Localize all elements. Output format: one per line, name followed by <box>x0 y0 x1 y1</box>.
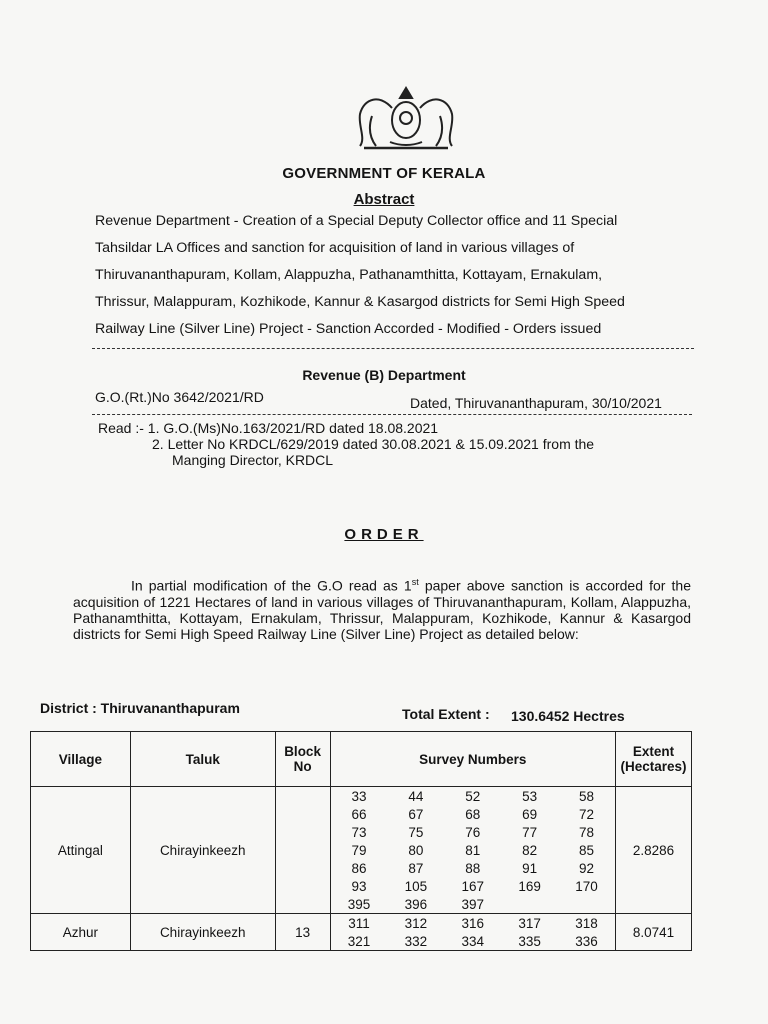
survey-number: 44 <box>408 788 424 804</box>
abstract-heading: Abstract <box>353 191 415 208</box>
district-label: District : Thiruvananthapuram <box>40 700 240 716</box>
read-references <box>98 420 594 468</box>
survey-number: 317 <box>518 915 541 931</box>
total-extent-label: Total Extent : <box>402 706 490 722</box>
survey-number: 67 <box>408 806 424 822</box>
order-text-part2: paper above sanction is accorded for the acquisition of 1221 Hectares of land in various villages of Thiruvananthapuram, Kollam, Alappuzha, Pathanamthitta, Kottayam, Ernakulam, Thrissur, Malappuram, Kozhikode, Kannur & Kasargod districts for Semi High Speed Railway Line (Silver Line) Project as detailed below: <box>73 577 692 642</box>
survey-number: 53 <box>522 788 538 804</box>
divider <box>92 348 694 349</box>
survey-number: 396 <box>404 896 428 912</box>
survey-number: 81 <box>465 842 481 858</box>
land-table <box>30 731 692 951</box>
page-title: GOVERNMENT OF KERALA <box>282 165 486 182</box>
survey-number: 58 <box>579 788 595 804</box>
survey-number: 334 <box>461 933 484 949</box>
abstract-line: Thiruvananthapuram, Kollam, Alappuzha, Pathanamthitta, Kottayam, Ernakulam, <box>95 267 603 283</box>
survey-number: 395 <box>347 896 371 912</box>
order-paragraph <box>73 574 691 642</box>
survey-number: 167 <box>461 878 484 894</box>
read-line: Read :- 1. G.O.(Ms)No.163/2021/RD dated 18.08.2021 <box>98 420 439 436</box>
go-number: G.O.(Rt.)No 3642/2021/RD <box>95 389 264 405</box>
survey-number: 105 <box>404 878 428 894</box>
survey-number: 336 <box>575 933 598 949</box>
survey-number: 170 <box>575 878 598 894</box>
survey-number: 93 <box>351 878 367 894</box>
survey-number: 33 <box>351 788 367 804</box>
survey-number: 91 <box>522 860 538 876</box>
survey-number: 66 <box>351 806 367 822</box>
read-line: Manging Director, KRDCL <box>172 452 334 468</box>
survey-number: 76 <box>465 824 481 840</box>
taluk-cell: Chirayinkeezh <box>130 787 275 914</box>
col-extent: Extent (Hectares) <box>615 732 691 787</box>
survey-number: 77 <box>522 824 538 840</box>
abstract-line: Tahsildar LA Offices and sanction for acquisition of land in various villages of <box>95 240 575 256</box>
col-survey: Survey Numbers <box>330 732 615 787</box>
survey-number: 82 <box>522 842 538 858</box>
survey-number: 87 <box>408 860 424 876</box>
extent-cell: 2.8286 <box>615 787 691 914</box>
kerala-emblem-icon <box>350 80 462 152</box>
block-cell: 13 <box>275 914 330 951</box>
survey-number: 86 <box>351 860 367 876</box>
abstract-line: Railway Line (Silver Line) Project - Sanction Accorded - Modified - Orders issued <box>95 321 602 337</box>
survey-cell <box>330 787 615 914</box>
table-row <box>31 914 692 951</box>
survey-number: 72 <box>579 806 595 822</box>
survey-number: 80 <box>408 842 424 858</box>
abstract-line: Revenue Department - Creation of a Special Deputy Collector office and 11 Special <box>95 213 618 229</box>
survey-number: 397 <box>461 896 484 912</box>
survey-number: 88 <box>465 860 481 876</box>
survey-number: 312 <box>404 915 428 931</box>
go-date: Dated, Thiruvananthapuram, 30/10/2021 <box>410 395 662 411</box>
department-heading: Revenue (B) Department <box>302 367 466 383</box>
order-text-part1: In partial modification of the G.O read as 1 <box>131 577 412 594</box>
survey-number: 169 <box>518 878 541 894</box>
col-block: Block No <box>275 732 330 787</box>
survey-number: 79 <box>351 842 367 858</box>
col-taluk: Taluk <box>130 732 275 787</box>
total-extent-value: 130.6452 Hectres <box>511 708 625 724</box>
survey-number: 335 <box>518 933 541 949</box>
survey-number: 85 <box>579 842 595 858</box>
survey-number: 316 <box>461 915 484 931</box>
block-cell <box>275 787 330 914</box>
survey-number <box>558 895 615 913</box>
read-line: 2. Letter No KRDCL/629/2019 dated 30.08.2021 & 15.09.2021 from the <box>152 436 595 452</box>
survey-number: 332 <box>404 933 428 949</box>
extent-cell: 8.0741 <box>615 914 691 951</box>
survey-number: 68 <box>465 806 481 822</box>
survey-number: 318 <box>575 915 598 931</box>
survey-number: 73 <box>351 824 367 840</box>
village-cell: Attingal <box>31 787 131 914</box>
abstract-line: Thrissur, Malappuram, Kozhikode, Kannur & Kasargod districts for Semi High Speed <box>95 294 625 310</box>
table-header-row <box>31 732 692 787</box>
survey-cell <box>330 914 615 951</box>
order-text-sup: st <box>411 577 419 587</box>
divider <box>92 414 692 415</box>
village-cell: Azhur <box>31 914 131 951</box>
table-row <box>31 787 692 914</box>
survey-number: 75 <box>408 824 424 840</box>
order-heading: ORDER <box>344 526 424 543</box>
abstract-text <box>95 208 699 343</box>
col-village: Village <box>31 732 131 787</box>
taluk-cell: Chirayinkeezh <box>130 914 275 951</box>
survey-number <box>501 895 558 913</box>
survey-number: 321 <box>347 933 371 949</box>
survey-number: 69 <box>522 806 538 822</box>
survey-number: 52 <box>465 788 481 804</box>
survey-number: 92 <box>579 860 595 876</box>
survey-number: 311 <box>348 915 370 931</box>
survey-number: 78 <box>579 824 595 840</box>
